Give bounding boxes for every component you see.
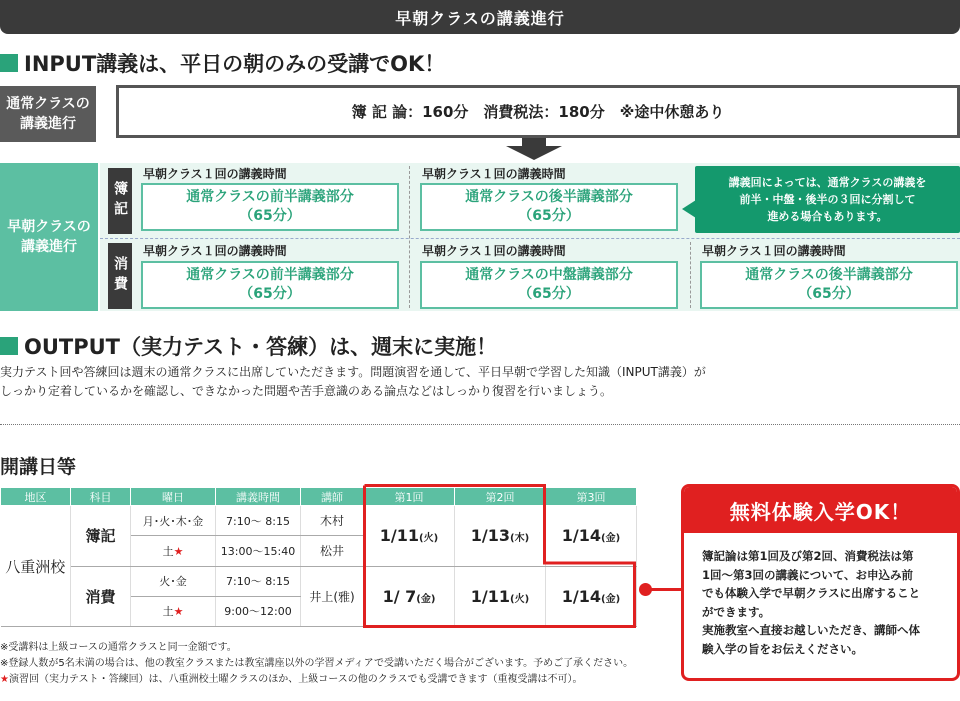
days-text: 土 bbox=[162, 605, 174, 619]
dotted-divider bbox=[0, 424, 960, 425]
teacher-cell: 木村 bbox=[301, 506, 364, 536]
regular-label-line1: 通常クラスの bbox=[6, 96, 90, 112]
weekday-text: (金) bbox=[416, 593, 436, 605]
days-cell bbox=[131, 596, 216, 626]
date-text: 1/13 bbox=[470, 526, 511, 546]
date-text: 1/14 bbox=[561, 526, 602, 546]
slot-box-minutes: （65分） bbox=[518, 208, 580, 224]
output-heading-text: OUTPUT（実力テスト・答練）は、週末に実施！ bbox=[24, 335, 498, 359]
slot-box-text: 通常クラスの前半講義部分 bbox=[186, 267, 354, 283]
morning-class-label bbox=[0, 163, 98, 311]
trial-line: 験入学の旨をお伝えください。 bbox=[702, 641, 863, 656]
teacher-cell: 松井 bbox=[301, 536, 364, 566]
header-cell: 講義時間 bbox=[216, 488, 301, 506]
down-arrow-icon bbox=[506, 138, 562, 160]
time-cell: 9:00〜12:00 bbox=[216, 596, 301, 626]
regular-label-line2: 講義進行 bbox=[20, 116, 76, 132]
header-cell: 講師 bbox=[301, 488, 364, 506]
note-line3: 進める場合もあります。 bbox=[767, 210, 888, 223]
footnote-1: ※受講料は上級コースの通常クラスと同一金額です。 bbox=[0, 642, 237, 653]
square-bullet-icon bbox=[0, 54, 18, 72]
input-heading bbox=[0, 48, 445, 78]
header-cell: 第1回 bbox=[364, 488, 455, 506]
slot-box-minutes: （65分） bbox=[518, 286, 580, 302]
time-cell: 13:00〜15:40 bbox=[216, 536, 301, 566]
star-icon: ★ bbox=[0, 674, 9, 685]
star-icon: ★ bbox=[173, 605, 184, 619]
output-description bbox=[0, 363, 706, 401]
schedule-title: 開講日等 bbox=[0, 456, 77, 478]
slot-box-text: 通常クラスの中盤講義部分 bbox=[465, 267, 633, 283]
slot-box-shohi-first bbox=[141, 261, 399, 309]
days-cell: 火･金 bbox=[131, 566, 216, 596]
note-bubble bbox=[695, 166, 960, 233]
subject-tab-shohi-text: 消費 bbox=[112, 256, 128, 296]
trial-line: 実施教室へ直接お越しいただき、講師へ体 bbox=[702, 623, 921, 637]
subject-tab-boki bbox=[108, 168, 132, 234]
slot-box-boki-second bbox=[420, 183, 678, 231]
slot-box-text: 通常クラスの後半講義部分 bbox=[745, 267, 913, 283]
trial-highlight-frame bbox=[363, 484, 636, 628]
slot-heading: 早朝クラス１回の講義時間 bbox=[702, 244, 846, 258]
square-bullet-icon bbox=[0, 337, 18, 355]
date-text: 1/11 bbox=[470, 586, 511, 606]
input-heading-text: INPUT講義は、平日の朝のみの受講でOK！ bbox=[24, 52, 446, 76]
note-line2: 前半・中盤・後半の３回に分割して bbox=[739, 193, 916, 206]
morning-label-line2: 講義進行 bbox=[21, 239, 77, 255]
weekday-text: (金) bbox=[601, 593, 621, 605]
subject-tab-boki-text: 簿記 bbox=[112, 181, 128, 221]
header-cell: 第3回 bbox=[546, 488, 637, 506]
regular-class-label bbox=[0, 86, 96, 142]
slot-box-minutes: （65分） bbox=[239, 286, 301, 302]
date-text: 1/14 bbox=[561, 586, 602, 606]
column-divider-2 bbox=[690, 242, 691, 308]
subject-cell-shohi: 消費 bbox=[71, 566, 131, 627]
trial-line: 簿記論は第1回及び第2回、消費税法は第 bbox=[702, 549, 914, 563]
slot-box-text: 通常クラスの後半講義部分 bbox=[465, 189, 633, 205]
slot-box-shohi-second bbox=[420, 261, 678, 309]
area-cell: 八重洲校 bbox=[1, 506, 71, 627]
header-cell: 地区 bbox=[1, 488, 71, 506]
regular-class-box: 簿 記 論：160分 消費税法：180分 ※途中休憩あり bbox=[116, 85, 960, 138]
column-divider-1 bbox=[409, 166, 410, 308]
trial-line: 1回〜第3回の講義について、お申込み前 bbox=[702, 567, 914, 582]
days-cell: 月･火･木･金 bbox=[131, 506, 216, 536]
days-text: 土 bbox=[162, 544, 174, 558]
speech-bubble-tail-icon bbox=[682, 200, 696, 218]
subject-tab-shohi bbox=[108, 243, 132, 309]
slot-box-shohi-third bbox=[700, 261, 958, 309]
header-cell: 第2回 bbox=[455, 488, 546, 506]
slot-heading: 早朝クラス１回の講義時間 bbox=[422, 167, 566, 181]
trial-line: ができます。 bbox=[702, 604, 771, 619]
slot-box-minutes: （65分） bbox=[239, 208, 301, 224]
slot-box-text: 通常クラスの前半講義部分 bbox=[186, 189, 354, 205]
star-icon: ★ bbox=[173, 544, 184, 558]
connector-line bbox=[651, 588, 683, 591]
subject-cell-boki: 簿記 bbox=[71, 506, 131, 567]
trial-line: でも体験入学で早朝クラスに出席すること bbox=[702, 586, 921, 600]
free-trial-box bbox=[681, 484, 960, 681]
output-text-line1: 実力テスト回や答練回は週末の通常クラスに出席していただきます。問題演習を通して、平日早朝で学習した知識（INPUT講義）が bbox=[0, 365, 706, 379]
output-text-line2: しっかり定着しているかを確認し、できなかった問題や苦手意識のある論点などはしっかり復習を行いましょう。 bbox=[0, 384, 613, 398]
time-cell: 7:10〜 8:15 bbox=[216, 566, 301, 596]
weekday-text: (木) bbox=[510, 533, 530, 545]
slot-box-minutes: （65分） bbox=[798, 286, 860, 302]
teacher-cell: 井上(雅) bbox=[301, 566, 364, 627]
footnote-2: ※登録人数が5名未満の場合は、他の教室クラスまたは教室講座以外の学習メディアで受講いただく場合がございます。予めご了承ください。 bbox=[0, 658, 634, 669]
note-line1: 講義回によっては、通常クラスの講義を bbox=[728, 176, 927, 189]
slot-heading: 早朝クラス１回の講義時間 bbox=[422, 244, 566, 258]
morning-row-divider bbox=[100, 238, 960, 239]
date-text: 1/ 7 bbox=[382, 586, 417, 606]
weekday-text: (火) bbox=[510, 593, 530, 605]
slot-heading: 早朝クラス１回の講義時間 bbox=[143, 244, 287, 258]
time-cell: 7:10〜 8:15 bbox=[216, 506, 301, 536]
days-cell bbox=[131, 536, 216, 566]
slot-box-boki-first bbox=[141, 183, 399, 231]
free-trial-body bbox=[684, 533, 957, 658]
date-text: 1/11 bbox=[379, 526, 420, 546]
slot-heading: 早朝クラス１回の講義時間 bbox=[143, 167, 287, 181]
output-heading bbox=[0, 331, 497, 361]
footnote-3-text: 演習回（実力テスト・答練回）は、八重洲校土曜クラスのほか、上級コースの他のクラスでも受講できます（重複受講は不可）。 bbox=[8, 674, 583, 685]
header-cell: 曜日 bbox=[131, 488, 216, 506]
footnote-3 bbox=[0, 672, 582, 688]
weekday-text: (火) bbox=[419, 533, 439, 545]
page-banner: 早朝クラスの講義進行 bbox=[0, 0, 960, 34]
free-trial-heading: 無料体験入学OK！ bbox=[684, 487, 957, 533]
weekday-text: (金) bbox=[601, 533, 621, 545]
morning-label-line1: 早朝クラスの bbox=[7, 219, 91, 235]
header-cell: 科目 bbox=[71, 488, 131, 506]
